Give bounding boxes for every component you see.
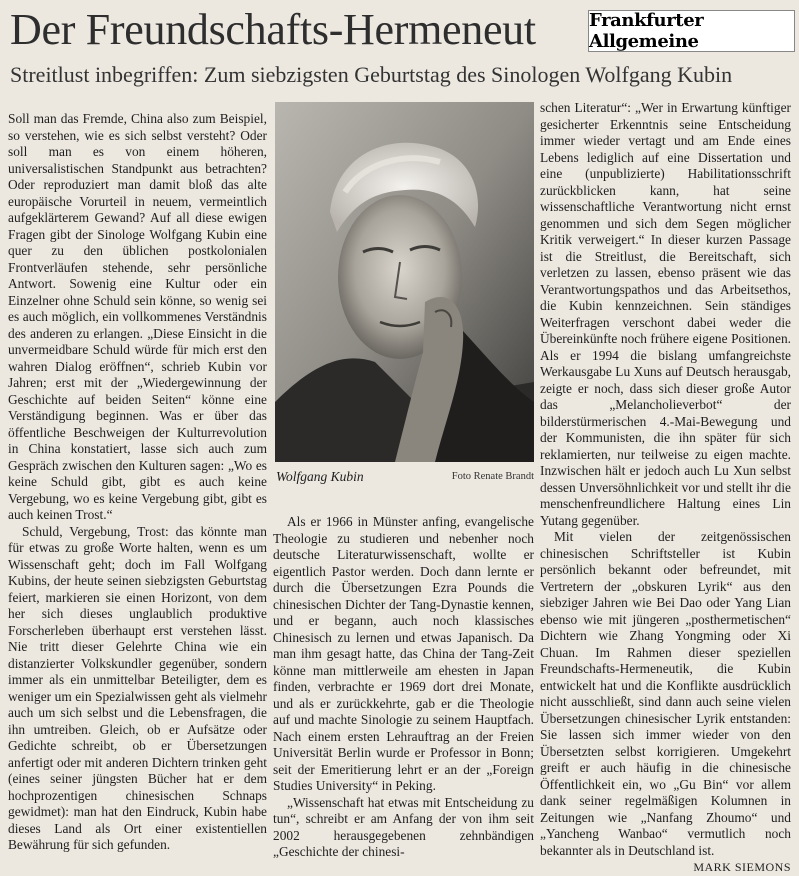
- photo-caption-bar: [276, 469, 534, 489]
- paragraph: Schuld, Vergebung, Trost: das könnte man für etwas zu große Worte halten, wenn es um Wissenschaft geht; doch im Fall Wolfgang Kubins, der heute seinen siebzigsten Geburtstag feiert, markieren sie einen Horizont, von dem her sich dieses unglaublich produktive Forscherleben überhaupt erst verstehen lässt. Nie tritt dieser Gelehrte China wie ein distanzierter Volkskundler gegenüber, sondern immer als ein unmittelbar Beteiligter, dem es weniger um ein Spezialwissen geht als vielmehr auch um sich selbst und die Lebensfragen, die ihn umtreiben. Gleich, ob er Aufsätze oder Gedichte schreibt, ob er Übersetzungen anfertigt oder mit anderen Dichtern trinken geht (eines seiner jüngsten Bücher hat er dem hochprozentigen chinesischen Schnaps gewidmet): man hat den Eindruck, Kubin habe dieses Land als Ort einer existentiellen Bewährung für sich gefunden.: [8, 523, 267, 852]
- photo-caption: Wolfgang Kubin: [276, 469, 364, 484]
- paragraph: schen Literatur“: „Wer in Erwartung künftiger gesicherter Erkenntnis seine Entscheidung immer wieder vertagt und am Ende eines Lebens lediglich auf eine Dissertation und eine (unpublizierte) Habilitationsschrift zurückblicken kann, hat seine wissenschaftliche Verantwortung nicht ernst genommen und sich dem Segen möglicher Kritik verweigert.“ In dieser kurzen Passage ist die Streitlust, die Bereitschaft, sich verletzen zu lassen, ebenso präsent wie das Verantwortungspathos und das Arbeitsethos, die Kubin kennzeichnen. Sein ständiges Weiterfragen verschont dabei weder die Übereinkünfte noch frühere eigene Positionen. Als er 1994 die bislang umfangreichste Werkausgabe Lu Xuns auf Deutsch herausgab, zeigte er noch, dass sich dieser große Autor das „Melancholieverbot“ der bilderstürmerischen 4.-Mai-Bewegung und der Kommunisten, die ihn später für sich reklamierten, nur teilweise zu eigen machte. Inzwischen hält er jedoch auch Lu Xun selbst dessen Unversöhnlichkeit vor und stellt ihr die menschenfreundlichere Haltung eines Lin Yutang gegenüber.: [540, 100, 791, 528]
- paragraph: Mit vielen der zeitgenössischen chinesischen Schriftsteller ist Kubin persönlich bekannt oder befreundet, mit Vertretern der „obskuren Lyrik“ aus den siebziger Jahren wie Bei Dao oder Yang Lian ebenso wie mit jüngeren „posthermetischen“ Dichtern wie Zhang Yongming oder Xi Chuan. Im Rahmen dieser speziellen Freundschafts-Hermeneutik, die Kubin entwickelt hat und die Konflikte ausdrücklich nicht ausschließt, sind dann auch seine vielen Übersetzungen chinesischer Lyrik entstanden: Sie lassen sich immer wieder von den Übersetzten selbst korrigieren. Umgekehrt greift er auch häufig in die chinesische Öffentlichkeit ein, wo „Gu Bin“ vor allem dank seiner regelmäßigen Kolumnen in Zeitungen wie „Nanfang Zhoumo“ und „Yancheng Wanbao“ vermutlich noch bekannter als in Deutschland ist.: [540, 529, 791, 858]
- article-subheadline: Streitlust inbegriffen: Zum siebzigsten Geburtstag des Sinologen Wolfgang Kubin: [10, 62, 733, 87]
- text-column-1: [8, 111, 267, 854]
- author-byline: MARK SIEMONS: [693, 860, 791, 874]
- paragraph: Soll man das Fremde, China also zum Beispiel, so verstehen, wie es sich selbst versteht? Oder soll man es von einem höheren, universalistischen Standpunkt aus betrachten? Oder reproduziert man damit bloß das alte europäische Vorurteil in neuem, vermeintlich aufgeklärterem Gewand? Auf all diese ewigen Fragen gibt der Sinologe Wolfgang Kubin eine quer zu den üblichen postkolonialen Frontverläufen stehende, sehr persönliche Antwort. Sowenig eine Kultur oder ein Einzelner ohne Schuld sein könne, so wenig sei es auch möglich, ein vollkommenes Verständnis des anderen zu erlangen. „Diese Einsicht in die unvermeidbare Schuld würde für mich erst den wahren Dialog eröffnen“, schrieb Kubin vor Jahren; erst mit der „Wiedergewinnung der Geschichte auf beiden Seiten“ könne eine Verständigung beginnen. Was er über das öffentliche Beschweigen der Kulturrevolution in China konstatiert, lasse sich auch zum Gespräch zwischen den Kulturen sagen: „Wo es keine Schuld gibt, gibt es auch keine Vergebung, wo es keine Vergebung gibt, gibt es auch keinen Trost.“: [8, 111, 267, 522]
- paragraph: „Wissenschaft hat etwas mit Entscheidung zu tun“, schreibt er am Anfang der von ihm seit 2002 herausgegebenen zehnbändigen „Geschichte der chinesi-: [273, 794, 534, 859]
- photo-credit: Foto Renate Brandt: [451, 471, 534, 482]
- newspaper-masthead-logo: Frankfurter Allgemeine: [588, 10, 795, 52]
- paragraph: Als er 1966 in Münster anfing, evangelische Theologie zu studieren und nebenher noch deutsche Literaturwissenschaft, wollte er eigentlich Pastor werden. Doch dann lernte er durch die Übersetzungen Ezra Pounds die chinesischen Dichter der Tang-Dynastie kennen, und er begann, auch noch klassisches Chinesisch zu lernen und etwas Japanisch. Da man ihm gesagt hatte, das China der Tang-Zeit könne man mittlerweile am ehesten in Japan finden, verbrachte er 1969 dort drei Monate, und als er zurückkehrte, gab er die Theologie auf und machte Sinologie zu seinem Hauptfach. Nach einem ersten Lehrauftrag an der Freien Universität Berlin wurde er Professor in Bonn; seit der Emeritierung lehrt er an der „Foreign Studies University“ in Peking.: [273, 514, 534, 793]
- portrait-photo-image: [275, 102, 534, 462]
- text-column-3: [540, 100, 791, 876]
- text-column-2: [273, 514, 534, 861]
- portrait-photo: [275, 102, 534, 462]
- article-headline: Der Freundschafts-Hermeneut: [10, 5, 536, 54]
